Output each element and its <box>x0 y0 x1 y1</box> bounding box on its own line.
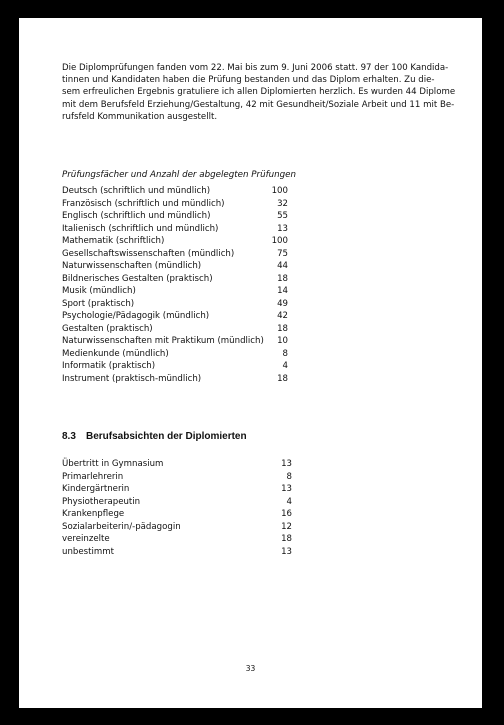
intention-name: Krankenpflege <box>62 509 125 519</box>
intro-line: rufsfeld Kommunikation ausgestellt. <box>62 111 218 122</box>
subject-count: 14 <box>277 286 288 296</box>
intro-paragraph <box>62 62 454 123</box>
intention-count: 13 <box>281 546 292 557</box>
intention-row <box>62 521 292 534</box>
subject-count: 100 <box>271 186 288 196</box>
intention-name: vereinzelte <box>62 534 110 544</box>
intention-name: Physiotherapeutin <box>62 496 141 507</box>
subject-name: Naturwissenschaften mit Praktikum (mündlich) <box>62 336 264 346</box>
subject-count: 55 <box>277 211 288 221</box>
subject-count: 4 <box>282 361 288 371</box>
subject-name: Naturwissenschaften (mündlich) <box>62 261 202 271</box>
intention-name: Primarlehrerin <box>62 471 124 482</box>
subjects-list <box>62 185 288 385</box>
intention-row <box>62 533 292 546</box>
intention-count: 4 <box>286 496 292 507</box>
intention-count: 13 <box>281 459 292 469</box>
subject-row <box>62 285 288 298</box>
subject-count: 42 <box>277 311 288 321</box>
section-number: 8.3 <box>62 431 76 442</box>
subject-name: Gesellschaftswissenschaften (mündlich) <box>62 248 235 259</box>
intro-line: mit dem Berufsfeld Erziehung/Gestaltung, 42 mit Gesundheit/Soziale Arbeit und 11 mit Be- <box>62 99 455 110</box>
subject-row <box>62 373 288 386</box>
subject-row <box>62 260 288 273</box>
intention-name: Sozialarbeiterin/-pädagogin <box>62 521 181 532</box>
subject-row <box>62 223 288 236</box>
subject-count: 8 <box>282 348 288 359</box>
document-page <box>19 18 482 708</box>
subject-count: 100 <box>271 236 288 246</box>
subject-row <box>62 248 288 261</box>
subject-row <box>62 235 288 248</box>
intro-line: tinnen und Kandidaten haben die Prüfung bestanden und das Diplom erhalten. Zu die- <box>62 75 435 86</box>
subject-count: 18 <box>277 373 288 384</box>
subject-name: Medienkunde (mündlich) <box>62 348 169 359</box>
subject-count: 18 <box>277 323 288 334</box>
intention-count: 18 <box>281 534 292 544</box>
subject-row <box>62 298 288 311</box>
subject-name: Deutsch (schriftlich und mündlich) <box>62 186 211 196</box>
subject-name: Gestalten (praktisch) <box>62 323 153 334</box>
subject-row <box>62 198 288 211</box>
intro-line: Die Diplomprüfungen fanden vom 22. Mai bis zum 9. Juni 2006 statt. 97 der 100 Kandida- <box>62 63 449 73</box>
subject-row <box>62 323 288 336</box>
subject-name: Informatik (praktisch) <box>62 361 156 371</box>
subject-count: 13 <box>277 223 288 234</box>
subject-row <box>62 360 288 373</box>
intention-count: 12 <box>281 521 292 532</box>
intention-count: 8 <box>286 471 292 482</box>
subject-name: Bildnerisches Gestalten (praktisch) <box>62 273 213 284</box>
subject-row <box>62 273 288 286</box>
subject-count: 32 <box>277 198 288 209</box>
subject-name: Musik (mündlich) <box>62 286 136 296</box>
intentions-list <box>62 458 292 558</box>
subject-name: Französisch (schriftlich und mündlich) <box>62 198 225 209</box>
subject-count: 49 <box>277 298 288 309</box>
subject-count: 75 <box>277 248 288 259</box>
intention-name: unbestimmt <box>62 546 114 557</box>
intention-name: Kindergärtnerin <box>62 484 130 494</box>
subject-name: Englisch (schriftlich und mündlich) <box>62 211 211 221</box>
subject-name: Sport (praktisch) <box>62 298 135 309</box>
intention-row <box>62 496 292 509</box>
subject-count: 44 <box>277 261 288 271</box>
subject-row <box>62 185 288 198</box>
subject-name: Mathematik (schriftlich) <box>62 236 165 246</box>
intention-row <box>62 458 292 471</box>
subject-name: Italienisch (schriftlich und mündlich) <box>62 223 219 234</box>
intention-row <box>62 483 292 496</box>
intention-row <box>62 546 292 559</box>
intention-name: Übertritt in Gymnasium <box>62 459 164 469</box>
intention-count: 13 <box>281 484 292 494</box>
subject-row <box>62 335 288 348</box>
subject-row <box>62 210 288 223</box>
subjects-heading: Prüfungsfächer und Anzahl der abgelegten Prüfungen <box>62 170 297 180</box>
subject-row <box>62 348 288 361</box>
subject-name: Psychologie/Pädagogik (mündlich) <box>62 311 210 321</box>
subject-name: Instrument (praktisch-mündlich) <box>62 373 202 384</box>
subject-row <box>62 310 288 323</box>
section-heading <box>62 431 247 442</box>
section-title: Berufsabsichten der Diplomierten <box>86 431 247 442</box>
subject-count: 18 <box>277 273 288 284</box>
intro-line: sem erfreulichen Ergebnis gratuliere ich allen Diplomierten herzlich. Es wurden 44 Diplome <box>62 87 456 98</box>
intention-row <box>62 471 292 484</box>
subject-count: 10 <box>277 336 288 346</box>
page-number: 33 <box>245 664 256 673</box>
intention-row <box>62 508 292 521</box>
intention-count: 16 <box>281 509 292 519</box>
